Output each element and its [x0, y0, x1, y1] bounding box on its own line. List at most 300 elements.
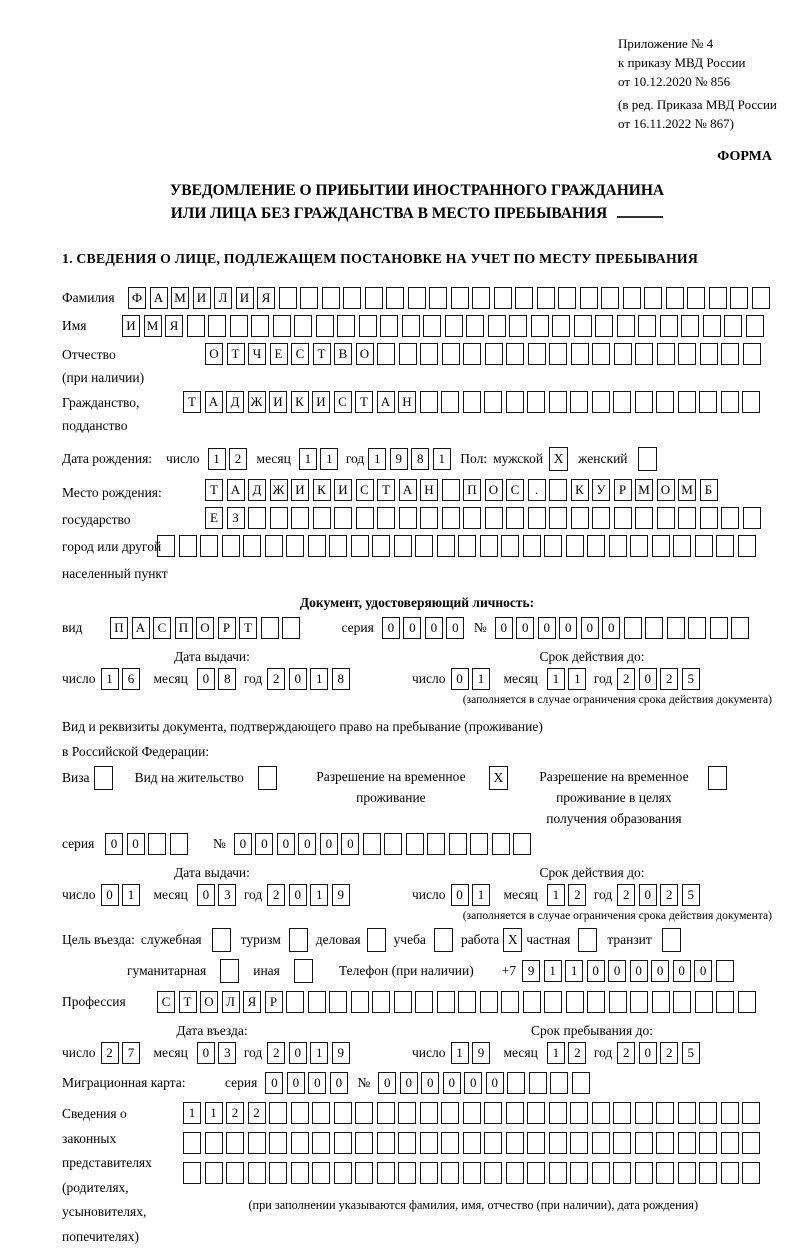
- char-cell: 2: [617, 884, 635, 906]
- char-cell: [506, 507, 524, 529]
- profession-row: [62, 991, 772, 1013]
- char-cell: [334, 1132, 352, 1154]
- title-line-1: УВЕДОМЛЕНИЕ О ПРИБЫТИИ ИНОСТРАННОГО ГРАЖДАНИНА: [169, 182, 665, 199]
- char-cell: Т: [377, 479, 395, 501]
- birthdate-label: Дата рождения:: [62, 451, 153, 466]
- residence-valid-day: [451, 884, 494, 906]
- char-cell: Ж: [270, 479, 288, 501]
- char-cell: А: [205, 391, 223, 413]
- char-cell: [549, 391, 567, 413]
- sex-male-checkbox: X: [549, 447, 568, 471]
- char-cell: О: [657, 479, 675, 501]
- char-cell: [699, 1132, 717, 1154]
- char-cell: 2: [248, 1102, 266, 1124]
- char-cell: [528, 343, 546, 365]
- char-cell: [624, 617, 642, 639]
- surname-row: [62, 287, 772, 309]
- char-cell: [377, 1102, 395, 1124]
- char-cell: [205, 1132, 223, 1154]
- char-cell: 0: [516, 617, 534, 639]
- char-cell: 0: [451, 668, 469, 690]
- doc-kind-label: вид: [62, 620, 83, 635]
- char-cell: 0: [651, 960, 669, 982]
- char-cell: [721, 1102, 739, 1124]
- char-cell: [437, 991, 455, 1013]
- sex-male-label: мужской: [493, 451, 544, 466]
- char-cell: [377, 1162, 395, 1184]
- char-cell: [595, 315, 613, 337]
- char-cell: [488, 315, 506, 337]
- char-cell: [398, 1162, 416, 1184]
- char-cell: [308, 535, 326, 557]
- char-cell: [316, 315, 334, 337]
- char-cell: 0: [673, 960, 691, 982]
- char-cell: 2: [267, 668, 285, 690]
- purpose-work-checkbox: X: [503, 928, 522, 952]
- char-cell: 8: [218, 668, 236, 690]
- char-cell: [372, 535, 390, 557]
- char-cell: [721, 1162, 739, 1184]
- char-cell: [420, 391, 438, 413]
- char-cell: [657, 507, 675, 529]
- char-cell: [571, 507, 589, 529]
- char-cell: [463, 1102, 481, 1124]
- char-cell: [549, 507, 567, 529]
- char-cell: [420, 1102, 438, 1124]
- char-cell: [613, 391, 631, 413]
- char-cell: [372, 991, 390, 1013]
- char-cell: [614, 507, 632, 529]
- char-cell: 0: [639, 668, 657, 690]
- char-cell: И: [193, 287, 211, 309]
- char-cell: [574, 315, 592, 337]
- migration-number-cells: [378, 1072, 593, 1094]
- char-cell: [592, 1102, 610, 1124]
- birthplace-row: [62, 479, 772, 587]
- char-cell: 9: [390, 448, 408, 470]
- char-cell: П: [110, 617, 128, 639]
- char-cell: Н: [398, 391, 416, 413]
- char-cell: [463, 391, 481, 413]
- char-cell: [334, 507, 352, 529]
- birth-year-cells: [368, 448, 454, 470]
- char-cell: [312, 1132, 330, 1154]
- visa-option: Виза: [62, 766, 113, 790]
- representatives-row: [62, 1102, 772, 1249]
- char-cell: Т: [183, 391, 201, 413]
- residence-series-label: серия: [62, 836, 95, 851]
- char-cell: [441, 1102, 459, 1124]
- year-label: год: [345, 451, 365, 466]
- char-cell: [549, 343, 567, 365]
- char-cell: [261, 617, 279, 639]
- char-cell: Т: [355, 391, 373, 413]
- birthplace-row1-cells: [205, 479, 764, 501]
- char-cell: [592, 1162, 610, 1184]
- char-cell: [673, 535, 691, 557]
- char-cell: 1: [320, 448, 338, 470]
- char-cell: 0: [538, 617, 556, 639]
- entry-day: [101, 1042, 144, 1064]
- char-cell: [294, 315, 312, 337]
- char-cell: [398, 1132, 416, 1154]
- doc-number-label: №: [473, 620, 487, 635]
- doc-valid-year: [617, 668, 703, 690]
- char-cell: [442, 343, 460, 365]
- char-cell: 0: [298, 833, 316, 855]
- char-cell: С: [334, 391, 352, 413]
- char-cell: [208, 315, 226, 337]
- char-cell: [399, 343, 417, 365]
- char-cell: [282, 617, 300, 639]
- char-cell: [678, 1162, 696, 1184]
- residence-permit-option: Вид на жительство: [135, 766, 277, 790]
- char-cell: 8: [411, 448, 429, 470]
- char-cell: 2: [226, 1102, 244, 1124]
- birthplace-row2-cells: [205, 507, 764, 529]
- char-cell: [377, 1132, 395, 1154]
- char-cell: И: [122, 315, 140, 337]
- char-cell: [527, 391, 545, 413]
- char-cell: 1: [310, 668, 328, 690]
- char-cell: К: [291, 391, 309, 413]
- phone-cells: [522, 960, 737, 982]
- representatives-label: Сведения о законных представителях (родителях, усыновителях, попечителях): [62, 1106, 152, 1244]
- char-cell: 1: [208, 448, 226, 470]
- char-cell: [437, 535, 455, 557]
- char-cell: 5: [682, 668, 700, 690]
- char-cell: 7: [122, 1042, 140, 1064]
- char-cell: [291, 1132, 309, 1154]
- char-cell: [721, 1132, 739, 1154]
- char-cell: [449, 833, 467, 855]
- char-cell: [549, 1162, 567, 1184]
- stay-until-heading: Срок пребывания до:: [531, 1023, 653, 1038]
- char-cell: [731, 617, 749, 639]
- header-line-1: Приложение № 4: [618, 36, 714, 51]
- char-cell: [415, 991, 433, 1013]
- profession-label: Профессия: [62, 994, 126, 1009]
- char-cell: [710, 617, 728, 639]
- char-cell: 0: [265, 1072, 283, 1094]
- temp-edu-option: Разрешение на временное проживание в целях получения образования: [528, 766, 727, 829]
- char-cell: [312, 1102, 330, 1124]
- char-cell: [402, 315, 420, 337]
- char-cell: Р: [218, 617, 236, 639]
- char-cell: 0: [382, 617, 400, 639]
- char-cell: 0: [197, 668, 215, 690]
- entry-date-group: Дата въезда: число 2 7 месяц 0 3 год 2 0 1 9: [62, 1023, 362, 1064]
- char-cell: 0: [341, 833, 359, 855]
- char-cell: [716, 991, 734, 1013]
- char-cell: [279, 287, 297, 309]
- header-reference: [618, 34, 800, 133]
- month-label: месяц: [256, 451, 291, 466]
- char-cell: [384, 833, 402, 855]
- char-cell: 2: [660, 884, 678, 906]
- char-cell: [709, 287, 727, 309]
- char-cell: [656, 1162, 674, 1184]
- char-cell: [544, 535, 562, 557]
- char-cell: 0: [587, 960, 605, 982]
- char-cell: 3: [218, 1042, 236, 1064]
- char-cell: [420, 343, 438, 365]
- char-cell: 1: [565, 960, 583, 982]
- char-cell: [695, 991, 713, 1013]
- char-cell: [506, 1102, 524, 1124]
- char-cell: [580, 287, 598, 309]
- citizenship-row: [62, 391, 772, 437]
- char-cell: [656, 391, 674, 413]
- char-cell: [365, 287, 383, 309]
- char-cell: [406, 833, 424, 855]
- char-cell: 0: [421, 1072, 439, 1094]
- char-cell: 1: [368, 448, 386, 470]
- char-cell: М: [144, 315, 162, 337]
- char-cell: 2: [568, 1042, 586, 1064]
- char-cell: [678, 391, 696, 413]
- char-cell: Л: [222, 991, 240, 1013]
- char-cell: [587, 991, 605, 1013]
- char-cell: И: [236, 287, 254, 309]
- char-cell: 0: [446, 617, 464, 639]
- char-cell: [329, 991, 347, 1013]
- char-cell: 5: [682, 884, 700, 906]
- char-cell: С: [157, 991, 175, 1013]
- residence-valid-year: [617, 884, 703, 906]
- char-cell: 0: [495, 617, 513, 639]
- patronymic-cells: [205, 343, 764, 365]
- char-cell: [656, 1102, 674, 1124]
- char-cell: 2: [568, 884, 586, 906]
- doc-series-label: серия: [341, 620, 374, 635]
- char-cell: К: [313, 479, 331, 501]
- char-cell: [269, 1132, 287, 1154]
- char-cell: [527, 1162, 545, 1184]
- char-cell: [506, 1132, 524, 1154]
- char-cell: [463, 507, 481, 529]
- char-cell: [501, 535, 519, 557]
- char-cell: 0: [197, 884, 215, 906]
- char-cell: 0: [639, 1042, 657, 1064]
- char-cell: Н: [420, 479, 438, 501]
- char-cell: [688, 617, 706, 639]
- char-cell: 1: [472, 884, 490, 906]
- char-cell: [492, 833, 510, 855]
- char-cell: О: [485, 479, 503, 501]
- purpose-row-2: гуманитарная иная Телефон (при наличии) +7 9 1 1 0 0 0 0 0 0: [127, 959, 772, 983]
- char-cell: 2: [229, 448, 247, 470]
- char-cell: [286, 535, 304, 557]
- phone-label: Телефон (при наличии): [338, 963, 474, 978]
- char-cell: [544, 991, 562, 1013]
- char-cell: [313, 507, 331, 529]
- purpose-tourism-checkbox: [289, 928, 308, 952]
- char-cell: Ф: [128, 287, 146, 309]
- char-cell: [248, 1132, 266, 1154]
- section1-heading: 1. СВЕДЕНИЯ О ЛИЦЕ, ПОДЛЕЖАЩЕМ ПОСТАНОВКЕ НА УЧЕТ ПО МЕСТУ ПРЕБЫВАНИЯ: [62, 251, 699, 266]
- char-cell: 9: [522, 960, 540, 982]
- purpose-private-checkbox: [578, 928, 597, 952]
- doc-valid-group: Срок действия до: число 0 1 месяц 1 1 год 2 0 2 5 (заполняется в случае ограничения срока действия документа): [412, 649, 772, 706]
- phone-prefix: +7: [501, 963, 517, 978]
- char-cell: 0: [425, 617, 443, 639]
- char-cell: [480, 991, 498, 1013]
- char-cell: И: [269, 391, 287, 413]
- char-cell: [200, 535, 218, 557]
- char-cell: [442, 507, 460, 529]
- char-cell: Т: [227, 343, 245, 365]
- forma-label: ФОРМА: [717, 149, 772, 164]
- char-cell: [742, 391, 760, 413]
- char-cell: [441, 391, 459, 413]
- doc-series-cells: [382, 617, 468, 639]
- char-cell: 1: [433, 448, 451, 470]
- char-cell: [312, 1162, 330, 1184]
- char-cell: Л: [214, 287, 232, 309]
- migration-series-label: серия: [225, 1075, 258, 1090]
- char-cell: А: [227, 479, 245, 501]
- char-cell: [415, 535, 433, 557]
- birthplace-row3-cells: [157, 535, 764, 557]
- char-cell: [351, 991, 369, 1013]
- char-cell: [507, 1072, 525, 1094]
- visa-checkbox: [94, 766, 113, 790]
- char-cell: [699, 1102, 717, 1124]
- char-cell: [170, 833, 188, 855]
- residence-valid-heading: Срок действия до:: [539, 865, 645, 880]
- char-cell: [513, 833, 531, 855]
- char-cell: 2: [267, 884, 285, 906]
- char-cell: [630, 535, 648, 557]
- char-cell: [558, 287, 576, 309]
- char-cell: И: [334, 479, 352, 501]
- char-cell: .: [528, 479, 546, 501]
- char-cell: [420, 1132, 438, 1154]
- representatives-note: (при заполнении указываются фамилия, имя, отчество (при наличии), дата рождения): [248, 1198, 699, 1212]
- char-cell: [635, 1162, 653, 1184]
- char-cell: 0: [630, 960, 648, 982]
- char-cell: [657, 343, 675, 365]
- char-cell: 0: [464, 1072, 482, 1094]
- char-cell: [226, 1162, 244, 1184]
- char-cell: [230, 315, 248, 337]
- char-cell: [458, 991, 476, 1013]
- char-cell: [724, 315, 742, 337]
- char-cell: [700, 507, 718, 529]
- char-cell: [738, 535, 756, 557]
- header-line-2: к приказу МВД России: [618, 55, 746, 70]
- residence-issue-month: [197, 884, 240, 906]
- sex-female-checkbox: [638, 447, 657, 471]
- char-cell: 0: [320, 833, 338, 855]
- char-cell: 0: [277, 833, 295, 855]
- char-cell: [613, 1102, 631, 1124]
- char-cell: [656, 1132, 674, 1154]
- char-cell: Р: [614, 479, 632, 501]
- char-cell: [466, 315, 484, 337]
- char-cell: 0: [308, 1072, 326, 1094]
- char-cell: 1: [547, 884, 565, 906]
- char-cell: [721, 343, 739, 365]
- char-cell: [420, 1162, 438, 1184]
- residence-issue-day: [101, 884, 144, 906]
- char-cell: [738, 991, 756, 1013]
- char-cell: Д: [226, 391, 244, 413]
- char-cell: 0: [287, 1072, 305, 1094]
- char-cell: [363, 833, 381, 855]
- char-cell: [251, 315, 269, 337]
- char-cell: 0: [255, 833, 273, 855]
- day-label: число: [166, 451, 200, 466]
- residence-doc-intro: Вид и реквизиты документа, подтверждающего право на пребывание (проживание) в Российской Федерации:: [62, 719, 543, 759]
- revision-line-1: (в ред. Приказа МВД России: [618, 97, 777, 112]
- char-cell: С: [356, 479, 374, 501]
- char-cell: И: [291, 479, 309, 501]
- char-cell: К: [571, 479, 589, 501]
- doc-issue-year: [267, 668, 353, 690]
- char-cell: [355, 1102, 373, 1124]
- char-cell: Ч: [248, 343, 266, 365]
- char-cell: И: [312, 391, 330, 413]
- char-cell: 1: [205, 1102, 223, 1124]
- char-cell: [451, 287, 469, 309]
- char-cell: 1: [183, 1102, 201, 1124]
- char-cell: 8: [332, 668, 350, 690]
- char-cell: 2: [617, 668, 635, 690]
- char-cell: 1: [568, 668, 586, 690]
- char-cell: [484, 391, 502, 413]
- representatives-cells-block: [183, 1102, 764, 1213]
- char-cell: [329, 535, 347, 557]
- char-cell: Т: [179, 991, 197, 1013]
- char-cell: [458, 535, 476, 557]
- citizenship-label: Гражданство, подданство: [62, 395, 140, 433]
- entry-year: [267, 1042, 353, 1064]
- char-cell: [537, 287, 555, 309]
- char-cell: 0: [602, 617, 620, 639]
- migration-series-cells: [265, 1072, 351, 1094]
- char-cell: 1: [310, 1042, 328, 1064]
- char-cell: [549, 1132, 567, 1154]
- char-cell: [291, 1102, 309, 1124]
- char-cell: [570, 391, 588, 413]
- migration-card-label: Миграционная карта:: [62, 1075, 186, 1090]
- stay-until-group: Срок пребывания до: число 1 9 месяц 1 2 год 2 0 2 5: [412, 1023, 772, 1064]
- char-cell: 0: [608, 960, 626, 982]
- char-cell: 2: [617, 1042, 635, 1064]
- char-cell: [635, 343, 653, 365]
- char-cell: 5: [682, 1042, 700, 1064]
- char-cell: В: [334, 343, 352, 365]
- doc-issue-month: [197, 668, 240, 690]
- char-cell: [528, 507, 546, 529]
- char-cell: [463, 1162, 481, 1184]
- char-cell: [506, 391, 524, 413]
- char-cell: [652, 535, 670, 557]
- char-cell: [337, 315, 355, 337]
- char-cell: [441, 1132, 459, 1154]
- char-cell: [343, 287, 361, 309]
- char-cell: [351, 535, 369, 557]
- char-cell: 1: [122, 884, 140, 906]
- char-cell: [445, 315, 463, 337]
- char-cell: [334, 1162, 352, 1184]
- residence-issue-heading: Дата выдачи:: [174, 865, 250, 880]
- header-line-3: от 10.12.2020 № 856: [618, 74, 731, 89]
- char-cell: Т: [205, 479, 223, 501]
- char-cell: [742, 1162, 760, 1184]
